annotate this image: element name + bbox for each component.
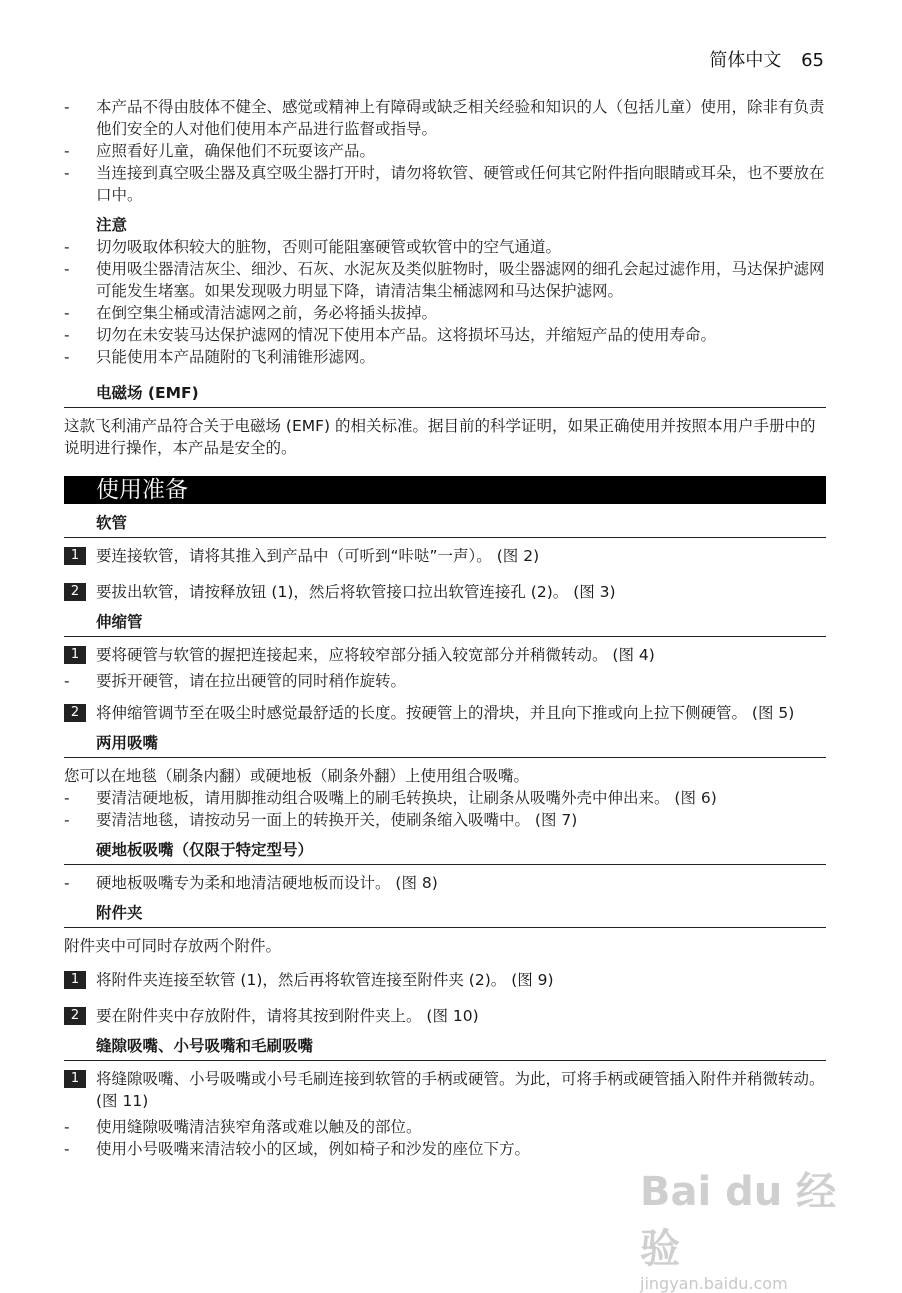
page-number: 65 bbox=[801, 50, 824, 71]
list-item: - 只能使用本产品随附的飞利浦锥形滤网。 bbox=[64, 348, 376, 366]
nozzle-heading: 两用吸嘴 bbox=[64, 732, 826, 758]
step-item: 1 将附件夹连接至软管 (1)，然后再将软管连接至附件夹 (2)。 (图 9) bbox=[64, 969, 826, 991]
page-header bbox=[709, 46, 824, 72]
list-item: - 当连接到真空吸尘器及真空吸尘器打开时，请勿将软管、硬管或任何其它附件指向眼睛或耳朵，也不要放在口中。 bbox=[64, 164, 825, 204]
crevice-heading: 缝隙吸嘴、小号吸嘴和毛刷吸嘴 bbox=[64, 1035, 826, 1061]
list-item: - 使用缝隙吸嘴清洁狭窄角落或难以触及的部位。 bbox=[64, 1118, 422, 1136]
section-title: 使用准备 bbox=[64, 476, 826, 504]
watermark-logo: Bai du 经验 bbox=[640, 1169, 837, 1272]
emf-heading: 电磁场 (EMF) bbox=[64, 382, 826, 408]
watermark-url: jingyan.baidu.com bbox=[640, 1274, 788, 1293]
clip-intro: 附件夹中可同时存放两个附件。 bbox=[64, 937, 282, 955]
list-item: - 使用小号吸嘴来清洁较小的区域，例如椅子和沙发的座位下方。 bbox=[64, 1140, 531, 1158]
emf-text: 这款飞利浦产品符合关于电磁场 (EMF) 的相关标准。据目前的科学证明，如果正确使用并按照本用户手册中的说明进行操作，本产品是安全的。 bbox=[64, 417, 816, 457]
list-item: - 硬地板吸嘴专为柔和地清洁硬地板而设计。 (图 8) bbox=[64, 874, 438, 892]
list-item: - 要清洁地毯，请按动另一面上的转换开关，使刷条缩入吸嘴中。 (图 7) bbox=[64, 811, 578, 829]
step-item: 1 将缝隙吸嘴、小号吸嘴或小号毛刷连接到软管的手柄或硬管。为此，可将手柄或硬管插入附件并稍微转动。 (图 11) bbox=[64, 1068, 826, 1112]
step-item: 1 要连接软管，请将其推入到产品中（可听到“咔哒”一声）。 (图 2) bbox=[64, 545, 826, 567]
clip-heading: 附件夹 bbox=[64, 902, 826, 928]
language-label: 简体中文 bbox=[709, 50, 782, 71]
tube-heading: 伸缩管 bbox=[64, 611, 826, 637]
hardfloor-heading: 硬地板吸嘴（仅限于特定型号） bbox=[64, 839, 826, 865]
list-item: - 切勿在未安装马达保护滤网的情况下使用本产品。这将损坏马达，并缩短产品的使用寿命。 bbox=[64, 326, 717, 344]
baidu-watermark bbox=[640, 1160, 850, 1293]
list-item: - 本产品不得由肢体不健全、感觉或精神上有障碍或缺乏相关经验和知识的人（包括儿童）使用，除非有负责他们安全的人对他们使用本产品进行监督或指导。 bbox=[64, 98, 825, 138]
list-item: - 使用吸尘器清洁灰尘、细沙、石灰、水泥灰及类似脏物时，吸尘器滤网的细孔会起过滤作用，马达保护滤网可能发生堵塞。如果发现吸力明显下降，请清洁集尘桶滤网和马达保护滤网。 bbox=[64, 260, 825, 300]
step-item: 1 要将硬管与软管的握把连接起来，应将较窄部分插入较宽部分并稍微转动。 (图 4) bbox=[64, 644, 826, 666]
list-item: - 要拆开硬管，请在拉出硬管的同时稍作旋转。 bbox=[64, 672, 407, 690]
step-item: 2 要拔出软管，请按释放钮 (1)，然后将软管接口拉出软管连接孔 (2)。 (图 3) bbox=[64, 581, 826, 603]
page-content bbox=[64, 96, 826, 1160]
caution-heading: 注意 bbox=[96, 216, 128, 234]
step-item: 2 要在附件夹中存放附件，请将其按到附件夹上。 (图 10) bbox=[64, 1005, 826, 1027]
list-item: - 切勿吸取体积较大的脏物，否则可能阻塞硬管或软管中的空气通道。 bbox=[64, 238, 562, 256]
hose-heading: 软管 bbox=[64, 512, 826, 538]
nozzle-intro: 您可以在地毯（刷条内翻）或硬地板（刷条外翻）上使用组合吸嘴。 bbox=[64, 767, 530, 785]
list-item: - 要清洁硬地板，请用脚推动组合吸嘴上的刷毛转换块，让刷条从吸嘴外壳中伸出来。 (图 6) bbox=[64, 789, 717, 807]
list-item: - 应照看好儿童，确保他们不玩耍该产品。 bbox=[64, 142, 376, 160]
list-item: - 在倒空集尘桶或清洁滤网之前，务必将插头拔掉。 bbox=[64, 304, 438, 322]
step-item: 2 将伸缩管调节至在吸尘时感觉最舒适的长度。按硬管上的滑块，并且向下推或向上拉下侧硬管。 (图 5) bbox=[64, 702, 826, 724]
